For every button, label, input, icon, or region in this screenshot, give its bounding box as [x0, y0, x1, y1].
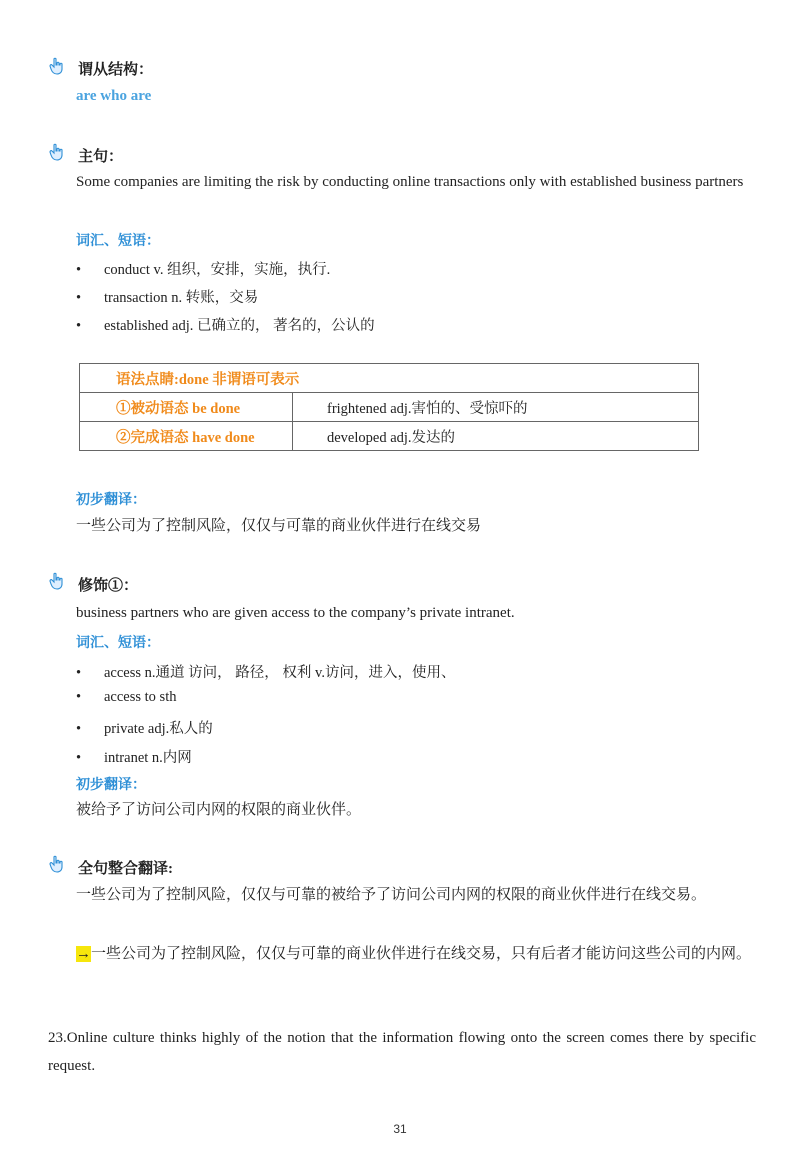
pointing-hand-icon: [48, 855, 66, 873]
vocab-label: 词汇、短语：: [76, 234, 160, 249]
vocab-item: [76, 661, 455, 682]
main-clause-sentence: Some companies are limiting the risk by conducting online transactions only with established business partners: [76, 174, 744, 190]
section-heading-full-translation: 全句整合翻译:: [78, 861, 173, 877]
vocab-item: [76, 258, 330, 279]
vocab-item-text: private adj.私人的: [104, 721, 213, 737]
vocab-item-text: intranet n.内网: [104, 750, 192, 766]
section-heading-predicate-clause: 谓从结构：: [78, 62, 154, 78]
grammar-box-label: ①被动语态 be done: [80, 393, 293, 422]
refined-translation-text: 一些公司为了控制风险，仅仅与可靠的商业伙伴进行在线交易，只有后者才能访问这些公司的内网。: [91, 946, 752, 962]
bullet-dot: •: [76, 750, 82, 766]
modifier-sentence: business partners who are given access to the company’s private intranet.: [76, 605, 515, 621]
initial-translation-label: 初步翻译：: [76, 778, 146, 793]
section-heading-main-clause: 主句：: [78, 149, 124, 165]
grammar-box-row: [80, 422, 699, 451]
bullet-dot: •: [76, 262, 82, 278]
bullet-dot: •: [76, 318, 82, 334]
predicate-clause-phrase: are who are: [76, 88, 152, 104]
bullet-dot: •: [76, 721, 82, 737]
vocab-item: [76, 314, 375, 335]
page-number: 31: [393, 1122, 407, 1136]
arrow-highlight: →: [76, 946, 91, 962]
refined-translation: [76, 940, 756, 968]
full-translation-text: 一些公司为了控制风险，仅仅与可靠的被给予了访问公司内网的权限的商业伙伴进行在线交易。: [76, 887, 707, 903]
grammar-box-title: 语法点睛:done 非谓语可表示: [80, 364, 699, 393]
vocab-item-text: transaction n. 转账，交易: [104, 290, 259, 306]
vocab-item: [76, 286, 258, 307]
vocab-item: [76, 717, 213, 738]
vocab-item: [76, 689, 176, 706]
grammar-box-example: frightened adj.害怕的、受惊吓的: [293, 393, 699, 422]
vocab-item: [76, 746, 192, 767]
section-heading-modifier: 修饰①：: [78, 578, 139, 594]
grammar-box-label: ②完成语态 have done: [80, 422, 293, 451]
initial-translation-text: 被给予了访问公司内网的权限的商业伙伴。: [76, 802, 362, 818]
grammar-box: [79, 363, 699, 451]
bullet-dot: •: [76, 665, 82, 681]
vocab-label: 词汇、短语：: [76, 636, 160, 651]
pointing-hand-icon: [48, 143, 66, 161]
bullet-dot: •: [76, 689, 82, 705]
vocab-item-text: conduct v. 组织，安排，实施，执行.: [104, 262, 331, 278]
vocab-item-text: access n.通道 访问， 路径， 权利 v.访问，进入，使用、: [104, 665, 456, 681]
grammar-box-row: [80, 393, 699, 422]
vocab-item-text: access to sth: [104, 689, 177, 705]
bullet-dot: •: [76, 290, 82, 306]
initial-translation-text: 一些公司为了控制风险，仅仅与可靠的商业伙伴进行在线交易: [76, 518, 482, 534]
pointing-hand-icon: [48, 572, 66, 590]
initial-translation-label: 初步翻译：: [76, 493, 146, 508]
vocab-item-text: established adj. 已确立的， 著名的，公认的: [104, 318, 375, 334]
grammar-box-example: developed adj.发达的: [293, 422, 699, 451]
grammar-box-title-row: [80, 364, 699, 393]
pointing-hand-icon: [48, 57, 66, 75]
question-23-text: 23.Online culture thinks highly of the notion that the information flowing onto the screen comes there by specific request.: [48, 1030, 756, 1074]
